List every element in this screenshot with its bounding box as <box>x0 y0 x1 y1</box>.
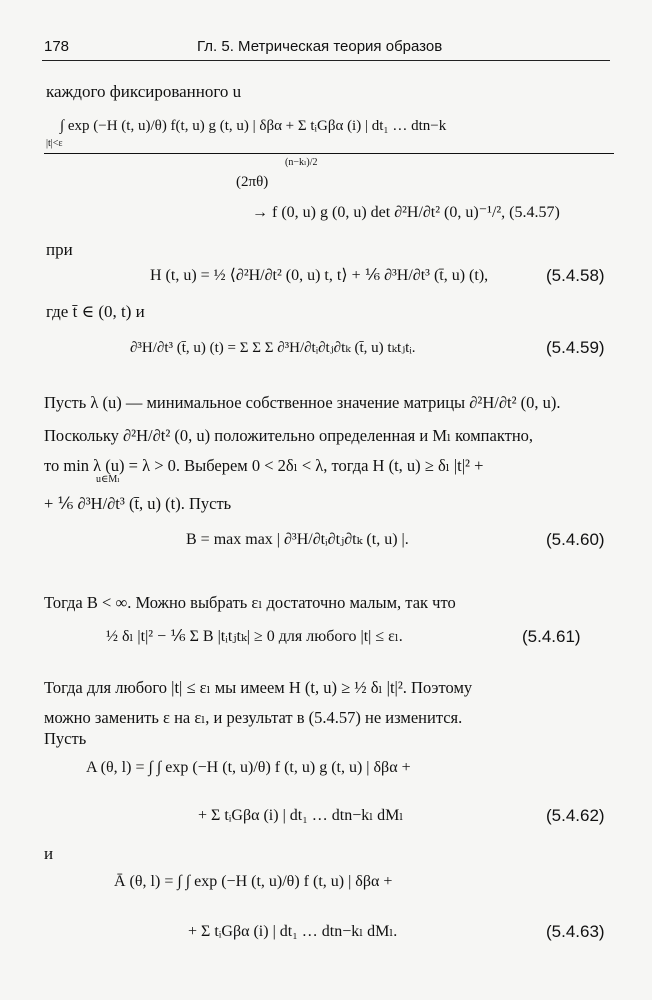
page-number: 178 <box>44 38 70 55</box>
eq-5457-numerator: ∫ exp (−H (t, u)/θ) f(t, u) g (t, u) | δβα + Σ tᵢGβα (i) | dt₁ … dtn−k <box>60 118 447 134</box>
text-then-B: Тогда B < ∞. Можно выбрать εₗ достаточно малым, так что <box>44 593 456 612</box>
text-then-min-subscript: u∈Mₗ <box>96 474 120 485</box>
eq-5461-number: (5.4.61) <box>522 627 581 646</box>
eq-5462-line2: + Σ tᵢGβα (i) | dt₁ … dtn−kₗ dMₗ <box>198 807 404 824</box>
text-each-fixed: каждого фиксированного u <box>46 82 242 101</box>
eq-5460: B = max max | ∂³H/∂tᵢ∂tⱼ∂tₖ (t, u) |. <box>186 531 409 548</box>
text-can-replace: можно заменить ε на εₗ, и результат в (5.4.57) не изменится. <box>44 708 463 727</box>
eq-5457-denominator: (2πθ) <box>236 174 269 190</box>
eq-5458-number: (5.4.58) <box>546 266 605 285</box>
eq-5460-number: (5.4.60) <box>546 530 605 549</box>
header-rule <box>42 60 610 61</box>
eq-5462-number: (5.4.62) <box>546 806 605 825</box>
text-then-any: Тогда для любого |t| ≤ εₗ мы имеем H (t, u) ≥ ½ δₗ |t|². Поэтому <box>44 678 473 697</box>
text-and: и <box>44 844 54 863</box>
text-where: где t̄ ∈ (0, t) и <box>46 302 145 321</box>
eq-5459-number: (5.4.59) <box>546 338 605 357</box>
eq-5463-number: (5.4.63) <box>546 922 605 941</box>
running-title: Гл. 5. Метрическая теория образов <box>197 38 443 55</box>
eq-5458: H (t, u) = ½ ⟨∂²H/∂t² (0, u) t, t⟩ + ⅙ ∂³H/∂t³ (t̄, u) (t), <box>150 267 489 284</box>
eq-5459: ∂³H/∂t³ (t̄, u) (t) = Σ Σ Σ ∂³H/∂tᵢ∂tⱼ∂tₖ (t̄, u) tₖtⱼtᵢ. <box>130 340 416 356</box>
text-let-lambda: Пусть λ (u) — минимальное собственное значение матрицы ∂²H/∂t² (0, u). <box>44 393 561 412</box>
eq-5463-line2: + Σ tᵢGβα (i) | dt₁ … dtn−kₗ dMₗ. <box>188 923 398 940</box>
text-pri: при <box>46 240 73 259</box>
text-then-min: то min λ (u) = λ > 0. Выберем 0 < 2δₗ < λ, тогда H (t, u) ≥ δₗ |t|² + <box>44 456 484 475</box>
eq-5457-limit: → f (0, u) g (0, u) det ∂²H/∂t² (0, u)⁻¹/², (5.4.57) <box>252 204 560 221</box>
eq-5463-line1: Ā (θ, l) = ∫ ∫ exp (−H (t, u)/θ) f (t, u) | δβα + <box>114 873 393 890</box>
text-plus-sixth: + ⅙ ∂³H/∂t³ (t̄, u) (t). Пусть <box>44 494 232 513</box>
eq-5457-fraction-bar <box>44 153 614 154</box>
eq-5457-numerator-subscript: |t|<ε <box>46 138 63 149</box>
eq-5462-line1: A (θ, l) = ∫ ∫ exp (−H (t, u)/θ) f (t, u) g (t, u) | δβα + <box>86 759 411 776</box>
eq-5457-denominator-exponent: (n−kₗ)/2 <box>285 157 318 168</box>
eq-5461: ½ δₗ |t|² − ⅙ Σ B |tᵢtⱼtₖ| ≥ 0 для любого |t| ≤ εₗ. <box>106 628 403 645</box>
text-let: Пусть <box>44 729 87 748</box>
text-since: Поскольку ∂²H/∂t² (0, u) положительно определенная и Mₗ компактно, <box>44 426 534 445</box>
